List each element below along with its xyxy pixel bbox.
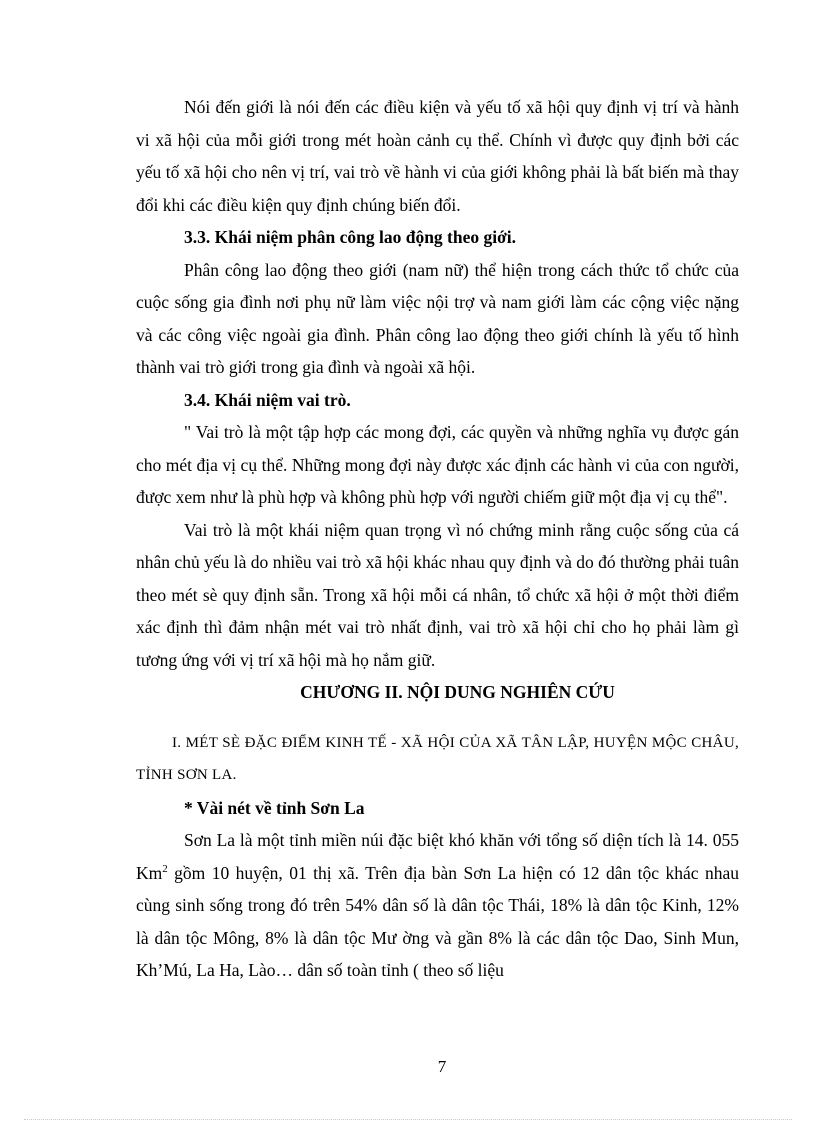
heading-son-la: * Vài nét về tỉnh Sơn La [184,797,365,818]
document-body [136,91,739,987]
heading-3-4: 3.4. Khái niệm vai trò. [184,389,351,410]
chapter-title: CHƯƠNG II. NỘI DUNG NGHIÊN CỨU [300,682,615,702]
paragraph-division-of-labor: Phân công lao động theo giới (nam nữ) thể hiện trong cách thức tổ chức của cuộc sống gia đình nơi phụ nữ làm việc nội trợ và nam giới làm các cộng việc nặng và các công việc ngoài gia đình. Phân công lao động theo giới chính là yếu tố hình thành vai trò giới trong gia đình và ngoài xã hội. [136,259,739,377]
superscript-2: 2 [162,862,168,875]
paragraph-son-la [136,824,739,987]
paragraph-role-importance: Vai trò là một khái niệm quan trọng vì nó chứng minh rằng cuộc sống của cá nhân chủ yếu là do nhiều vai trò xã hội khác nhau quy định và do đó thường phải tuân theo mét sè quy định sẵn. Trong xã hội mỗi cá nhân, tổ chức xã hội ở một thời điểm xác định thì đảm nhận mét vai trò nhất định, vai trò xã hội chỉ cho họ phải làm gì tương ứng với vị trí xã hội mà họ nắm giữ. [136,519,739,670]
page-bottom-rule [24,1119,792,1120]
paragraph-role-quote: " Vai trò là một tập hợp các mong đợi, các quyền và những nghĩa vụ được gán cho mét địa vị cụ thể. Những mong đợi này được xác định các hành vi của con người, được xem như là phù hợp và không phù hợp với người chiếm giữ một địa vị cụ thể". [136,422,739,507]
paragraph-gender-definition: Nói đến giới là nói đến các điều kiện và yếu tố xã hội quy định vị trí và hành vi xã hội của mỗi giới trong mét hoàn cảnh cụ thể. Chính vì được quy định bởi các yếu tố xã hội cho nên vị trí, vai trò về hành vi của giới không phải là bất biến mà thay đổi khi các điều kiện quy định chúng biến đổi. [136,97,739,215]
paragraph-son-la-part-b: gồm 10 huyện, 01 thị xã. Trên địa bàn Sơn La hiện có 12 dân tộc khác nhau cùng sinh sống trong đó trên 54% dân số là dân tộc Thái, 18% là dân tộc Kinh, 12% là dân tộc Mông, 8% là dân tộc Mư ờng và gần 8% là các dân tộc Dao, Sinh Mun, Kh’Mú, La Ha, Lào… dân số toàn tỉnh ( theo số liệu [136,862,739,980]
page-number: 7 [437,1057,447,1076]
paragraph-son-la-part-a: Sơn La là một tỉnh miền núi đặc biệt khó khăn với tổng số diện tích là 14. 055 Km [136,830,739,883]
section-title: I. MÉT SÈ ĐẶC ĐIỂM KINH TẾ - XÃ HỘI CỦA XÃ TÂN LẬP, HUYỆN MỘC CHÂU, TỈNH SƠN LA. [136,734,739,783]
heading-3-3: 3.3. Khái niệm phân công lao động theo giới. [184,227,517,247]
